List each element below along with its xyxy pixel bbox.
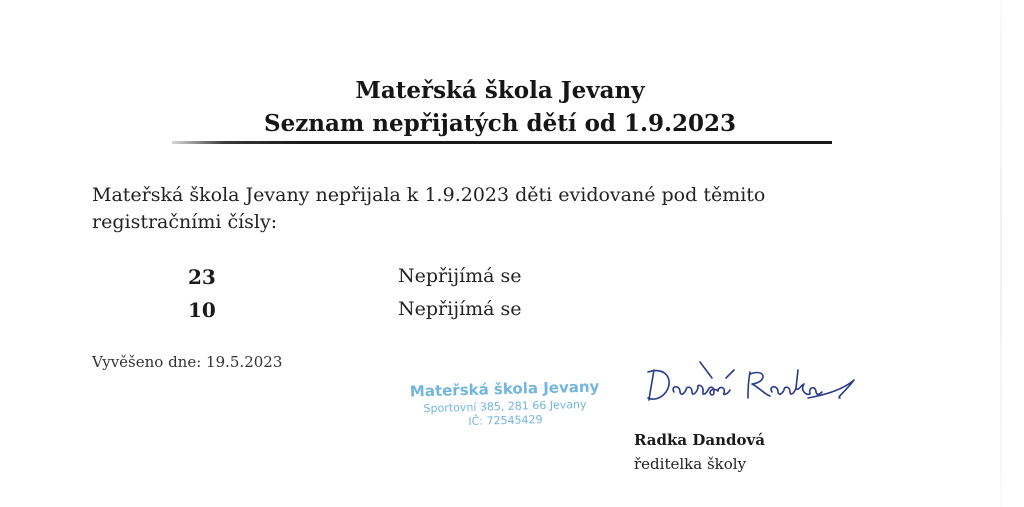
intro-paragraph: Mateřská škola Jevany nepřijala k 1.9.2023 děti evidované pod těmito registračními čísly: — [92, 184, 766, 233]
school-stamp — [404, 377, 605, 429]
registration-row — [0, 265, 700, 293]
stamp-address: Sportovní 385, 281 66 Jevany — [423, 397, 587, 416]
school-name-heading: Mateřská škola Jevany — [355, 77, 645, 104]
registration-row — [0, 298, 700, 326]
registration-number: 23 — [188, 265, 216, 289]
posted-date: Vyvěšeno dne: 19.5.2023 — [92, 353, 283, 371]
signer-role: ředitelka školy — [634, 455, 747, 473]
registration-number: 10 — [188, 298, 216, 322]
stamp-school-name: Mateřská škola Jevany — [409, 377, 600, 401]
title-underline — [172, 141, 832, 144]
signer-name: Radka Dandová — [634, 431, 765, 449]
scan-edge — [1000, 0, 1002, 507]
stamp-ic: IČ: 72545429 — [468, 413, 543, 428]
list-title-heading: Seznam nepřijatých dětí od 1.9.2023 — [263, 110, 737, 137]
registration-status: Nepřijímá se — [398, 265, 522, 287]
handwritten-signature — [640, 358, 870, 408]
registration-status: Nepřijímá se — [398, 298, 522, 320]
